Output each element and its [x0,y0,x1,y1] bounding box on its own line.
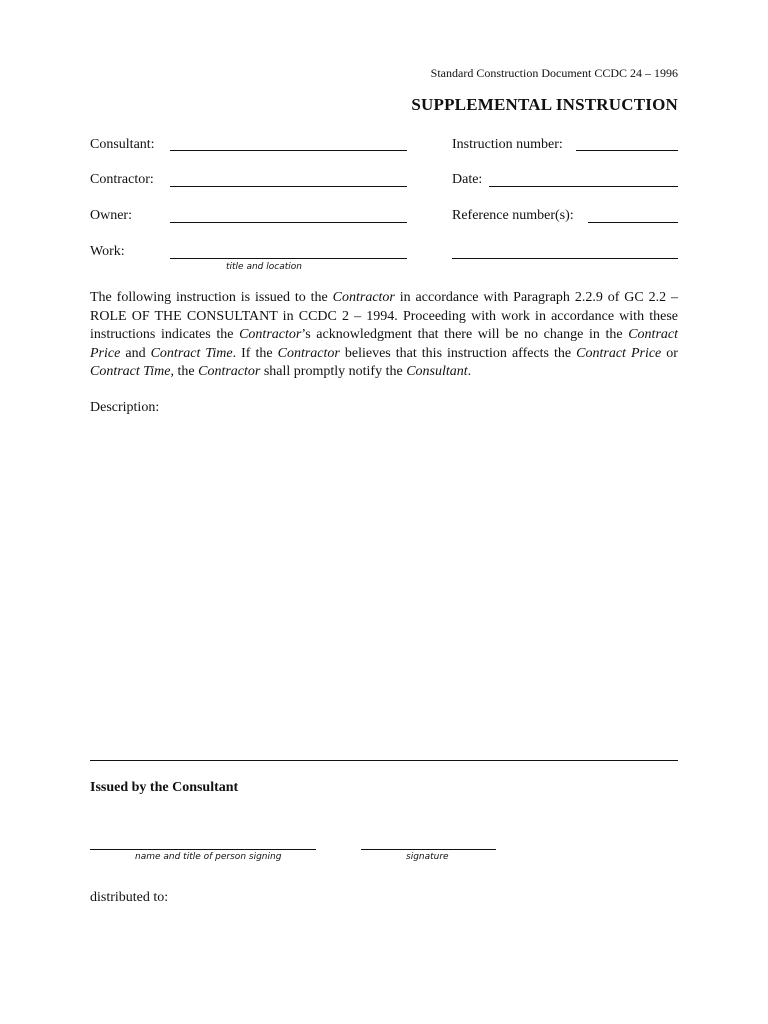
reference-numbers-field[interactable] [588,222,678,223]
owner-field[interactable] [170,222,407,223]
date-field[interactable] [489,186,678,187]
name-title-field[interactable] [90,849,316,850]
page-title: SUPPLEMENTAL INSTRUCTION [411,95,678,114]
distributed-to-label: distributed to: [90,890,169,905]
work-extra-field[interactable] [452,258,678,259]
instruction-paragraph: The following instruction is issued to the Contractor in accordance with Paragraph 2.2.9 of GC 2.2 – ROLE OF THE CONSULTANT in CCDC 2 – 1994. Proceeding with work in accordance with these instructions indicates the Contractor’s acknowledgment that there will be no change in the Contract Price and Contract Time. If the Contractor believes that this instruction affects the Contract Price or Contract Time, the Contractor shall promptly notify the Consultant. [90,290,678,379]
work-field[interactable] [170,258,407,259]
description-area[interactable] [90,422,678,756]
signature-field[interactable] [361,849,496,850]
instruction-number-label: Instruction number: [452,137,563,152]
date-label: Date: [452,172,483,187]
consultant-field[interactable] [170,150,407,151]
work-caption: title and location [226,262,302,272]
consultant-label: Consultant: [90,137,155,152]
contractor-field[interactable] [170,186,407,187]
document-reference: Standard Construction Document CCDC 24 – 1996 [430,66,678,80]
description-divider [90,760,678,761]
owner-label: Owner: [90,208,132,223]
description-label: Description: [90,400,160,415]
contractor-label: Contractor: [90,172,154,187]
reference-numbers-label: Reference number(s): [452,208,574,223]
name-title-caption: name and title of person signing [135,852,282,862]
signature-caption: signature [406,852,449,862]
work-label: Work: [90,244,125,259]
instruction-number-field[interactable] [576,150,678,151]
issued-by-heading: Issued by the Consultant [90,780,239,795]
